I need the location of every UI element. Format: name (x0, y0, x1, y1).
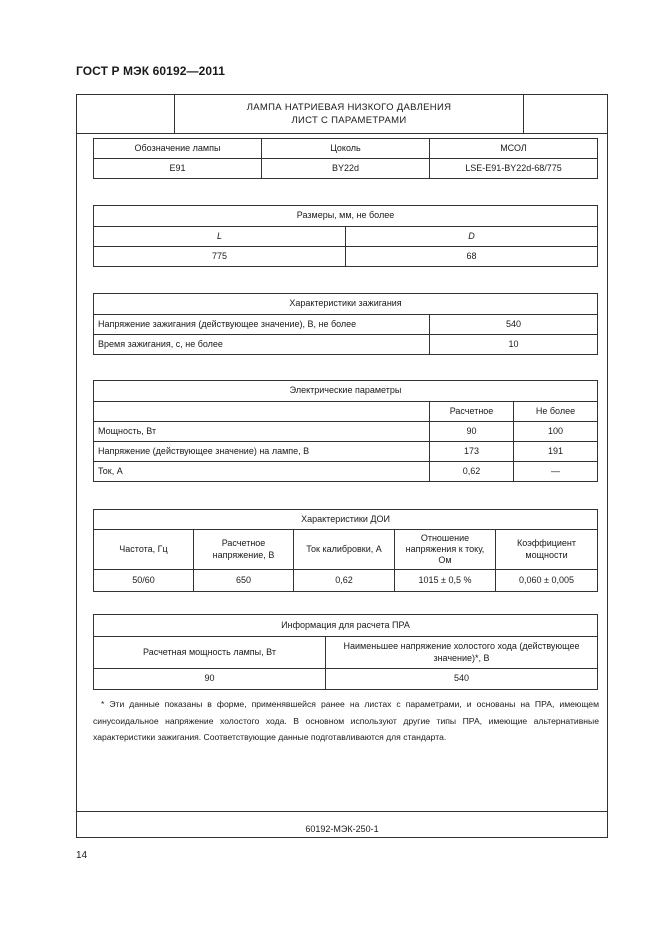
ignition-voltage-value: 540 (430, 315, 598, 335)
header-min-open-circuit-voltage: Наименьшее напряжение холостого хода (действующее значение)*, В (326, 637, 598, 669)
value-min-open-circuit-voltage: 540 (326, 669, 598, 690)
header-rated-voltage: Расчетное напряжение, В (194, 530, 294, 570)
sheet-title-line2: ЛИСТ С ПАРАМЕТРАМИ (291, 115, 407, 126)
value-length: 775 (94, 247, 346, 267)
doi-title: Характеристики ДОИ (94, 510, 598, 530)
ignition-time-label: Время зажигания, с, не более (94, 335, 430, 355)
dimensions-title: Размеры, мм, не более (94, 206, 598, 227)
title-row (77, 95, 607, 134)
header-frequency: Частота, Гц (94, 530, 194, 570)
electrical-table (93, 380, 598, 482)
page-number: 14 (76, 850, 88, 861)
ballast-info-table (93, 614, 598, 690)
value-voltage-current-ratio: 1015 ± 0,5 % (395, 570, 496, 592)
header-cap: Цоколь (262, 139, 430, 159)
header-msol: МСОЛ (430, 139, 598, 159)
ignition-time-value: 10 (430, 335, 598, 355)
current-label: Ток, А (94, 462, 430, 482)
header-length: L (94, 227, 346, 247)
value-msol: LSE-E91-BY22d-68/775 (430, 159, 598, 179)
voltage-rated: 173 (430, 442, 514, 462)
value-rated-lamp-power: 90 (94, 669, 326, 690)
header-calibration-current: Ток калибровки, А (294, 530, 395, 570)
ignition-voltage-label: Напряжение зажигания (действующее значение), В, не более (94, 315, 430, 335)
electrical-title: Электрические параметры (94, 381, 598, 402)
electrical-header-empty (94, 402, 430, 422)
ignition-table (93, 293, 598, 355)
header-voltage-current-ratio: Отношение напряжения к току, Ом (395, 530, 496, 570)
footnote: * Эти данные показаны в форме, применявшейся ранее на листах с параметрами, и основаны на ПРА, имеющем синусоидальное напряжение холостого хода. В основном используют другие типы ПРА, имеющие альтернативные характеристики зажигания. Соответствующие данные подготавливаются для стандарта. (93, 699, 599, 742)
header-max: Не более (514, 402, 598, 422)
value-lamp-designation: E91 (94, 159, 262, 179)
sheet-title-line1: ЛАМПА НАТРИЕВАЯ НИЗКОГО ДАВЛЕНИЯ (246, 102, 452, 113)
value-rated-voltage: 650 (194, 570, 294, 592)
power-rated: 90 (430, 422, 514, 442)
value-calibration-current: 0,62 (294, 570, 395, 592)
lamp-designation-table (93, 138, 598, 179)
header-lamp-designation: Обозначение лампы (94, 139, 262, 159)
standard-header: ГОСТ Р МЭК 60192—2011 (76, 64, 226, 78)
header-rated: Расчетное (430, 402, 514, 422)
sheet-code: 60192-МЭК-250-1 (305, 824, 379, 834)
power-max: 100 (514, 422, 598, 442)
voltage-label: Напряжение (действующее значение) на лампе, В (94, 442, 430, 462)
doi-table (93, 509, 598, 592)
value-power-factor: 0,060 ± 0,005 (496, 570, 598, 592)
value-cap: BY22d (262, 159, 430, 179)
power-label: Мощность, Вт (94, 422, 430, 442)
current-max: — (514, 462, 598, 482)
ballast-info-title: Информация для расчета ПРА (94, 615, 598, 637)
dimensions-table (93, 205, 598, 267)
ignition-title: Характеристики зажигания (94, 294, 598, 315)
voltage-max: 191 (514, 442, 598, 462)
sheet-title (174, 95, 524, 133)
header-rated-lamp-power: Расчетная мощность лампы, Вт (94, 637, 326, 669)
value-frequency: 50/60 (94, 570, 194, 592)
header-diameter: D (346, 227, 598, 247)
bottom-divider (77, 811, 607, 812)
header-power-factor: Коэффициент мощности (496, 530, 598, 570)
current-rated: 0,62 (430, 462, 514, 482)
value-diameter: 68 (346, 247, 598, 267)
